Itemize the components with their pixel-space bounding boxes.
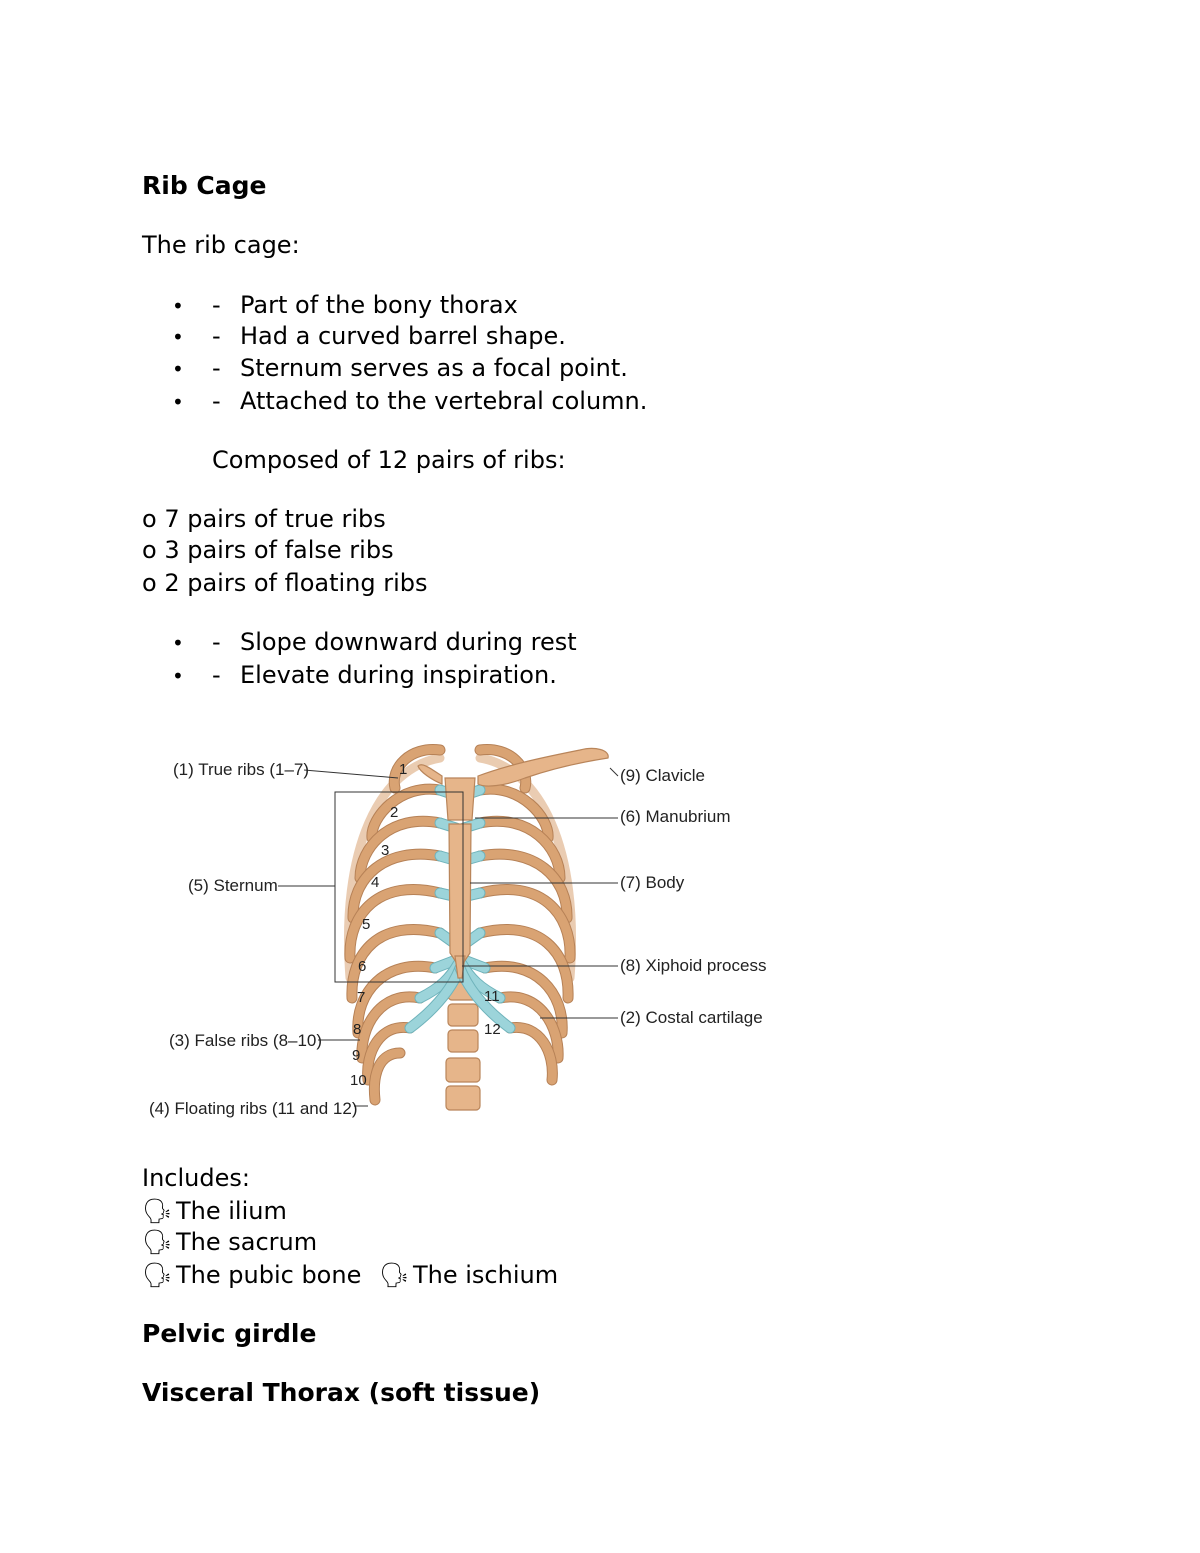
costal-label: (2) Costal cartilage [620, 1008, 763, 1027]
rib-number: 12 [484, 1021, 501, 1038]
list-item-text: Sternum serves as a focal point. [240, 354, 628, 382]
floating-ribs-label: (4) Floating ribs (11 and 12) [149, 1099, 358, 1118]
list-item-text: Attached to the vertebral column. [240, 387, 648, 415]
rib-number: 4 [371, 874, 380, 891]
list-item [172, 660, 557, 691]
true-ribs-label: (1) True ribs (1–7) [173, 760, 310, 779]
bullet-dash: - [212, 291, 221, 319]
bullet-dot: • [172, 390, 184, 414]
body-label: (7) Body [620, 873, 685, 892]
speaking-head-icon: 🗣 [142, 1197, 173, 1225]
list-item [172, 290, 518, 321]
bullet-dot: • [172, 294, 184, 318]
page-title: Rib Cage [142, 171, 267, 200]
rib-number: 11 [484, 988, 500, 1005]
speaking-head-icon: 🗣 [378, 1261, 410, 1289]
list-item: o 7 pairs of true ribs [142, 505, 386, 533]
list-item-text: The pubic bone [176, 1261, 362, 1289]
list-item [172, 353, 628, 384]
bullet-dash: - [212, 661, 221, 689]
list-item-text: Had a curved barrel shape. [240, 322, 566, 350]
rib-number: 6 [358, 958, 367, 975]
list-item-text: The ischium [412, 1261, 559, 1289]
speaking-head-icon: 🗣 [142, 1261, 173, 1289]
list-item-text: Elevate during inspiration. [240, 661, 557, 689]
includes-heading: Includes: [142, 1164, 250, 1192]
rib-number: 10 [350, 1072, 367, 1089]
rib-cage-diagram [140, 728, 780, 1128]
xiphoid-label: (8) Xiphoid process [620, 956, 767, 975]
list-item [142, 1260, 558, 1290]
list-item: o 2 pairs of floating ribs [142, 569, 428, 597]
section-heading-pelvic: Pelvic girdle [142, 1319, 317, 1348]
list-item [142, 1196, 287, 1226]
bullet-dash: - [212, 322, 221, 350]
list-item-text: The ilium [176, 1197, 287, 1225]
rib-number: 3 [381, 842, 390, 859]
rib-number: 7 [357, 989, 366, 1006]
section-heading-visceral: Visceral Thorax (soft tissue) [142, 1378, 541, 1407]
clavicle-label: (9) Clavicle [620, 766, 706, 785]
bullet-dash: - [212, 628, 221, 656]
rib-number: 2 [390, 804, 399, 821]
rib-number: 9 [352, 1047, 361, 1064]
bullet-dot: • [172, 357, 184, 381]
composed-text: Composed of 12 pairs of ribs: [212, 446, 566, 474]
rib-number: 1 [399, 761, 408, 778]
list-item [172, 627, 577, 658]
sternum-label: (5) Sternum [188, 876, 278, 895]
rib-number: 5 [362, 916, 371, 933]
false-ribs-label: (3) False ribs (8–10) [169, 1031, 323, 1050]
intro-text: The rib cage: [142, 231, 300, 259]
bullet-dash: - [212, 354, 221, 382]
list-item-text: The sacrum [176, 1228, 318, 1256]
speaking-head-icon: 🗣 [142, 1228, 173, 1256]
list-item-text: Slope downward during rest [240, 628, 577, 656]
bullet-dot: • [172, 325, 184, 349]
clavicle-leader [610, 768, 618, 776]
sternum [445, 778, 475, 978]
true-ribs-leader [304, 770, 398, 778]
bullet-dot: • [172, 664, 184, 688]
clavicle-left [418, 765, 442, 784]
list-item-text: Part of the bony thorax [240, 291, 518, 319]
list-item [172, 386, 647, 417]
list-item [142, 1227, 317, 1257]
bullet-dot: • [172, 631, 184, 655]
list-item: o 3 pairs of false ribs [142, 536, 394, 564]
bullet-dash: - [212, 387, 221, 415]
manubrium-label: (6) Manubrium [620, 807, 731, 826]
rib-number: 8 [353, 1021, 362, 1038]
list-item [172, 321, 566, 352]
